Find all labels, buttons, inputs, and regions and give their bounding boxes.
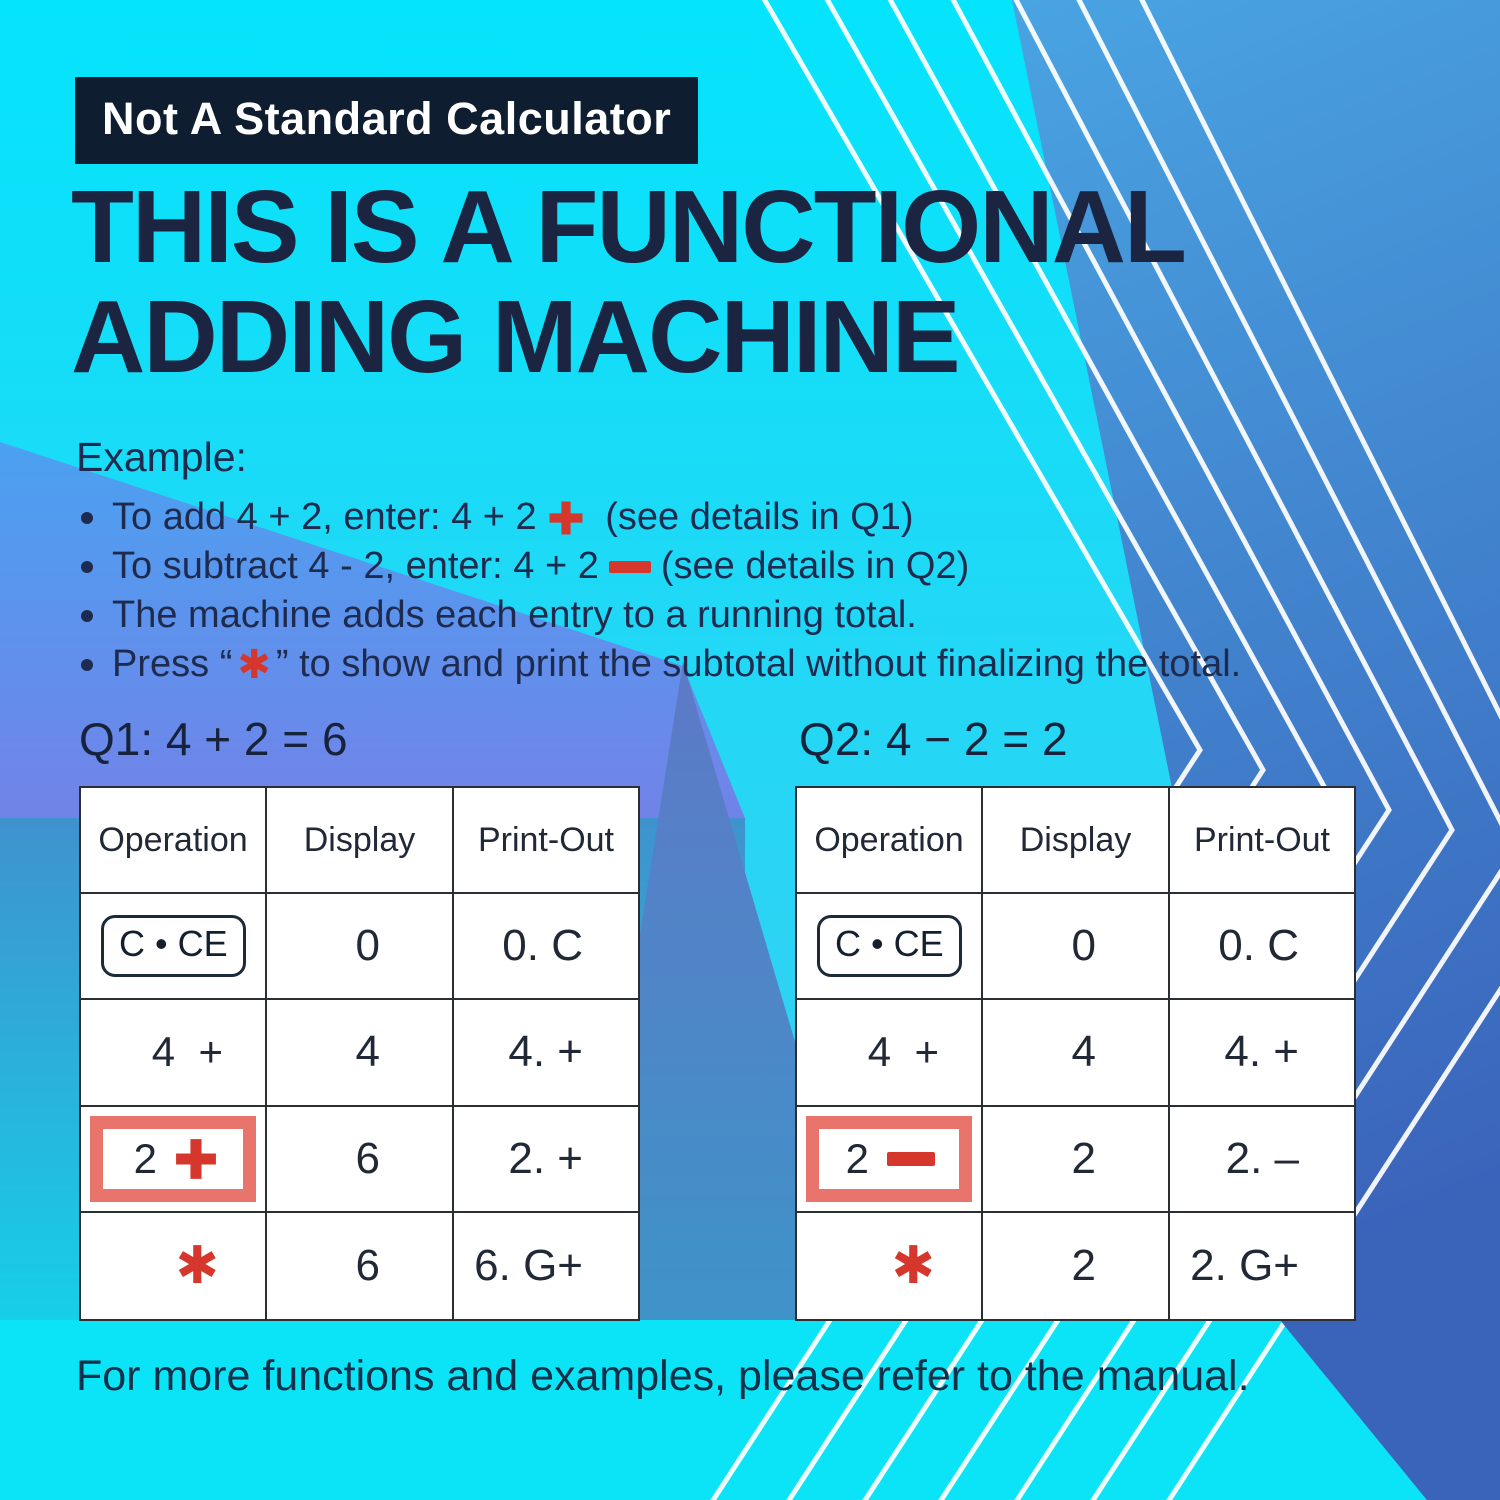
example-heading: Example: — [76, 434, 247, 480]
page-title — [71, 169, 1185, 395]
operation-entry: 2 — [845, 1134, 869, 1182]
minus-key-icon — [609, 561, 651, 573]
clear-key: C • CE — [101, 915, 246, 977]
subtotal-key-icon: ✱ — [237, 642, 271, 687]
q1-row1-display: 0 — [267, 894, 454, 1000]
q1-row4-operation — [81, 1213, 267, 1319]
bullet-running-total — [76, 591, 1241, 640]
q1-row2-display: 4 — [267, 1000, 454, 1106]
title-line-1: THIS IS A FUNCTIONAL — [71, 169, 1185, 284]
q1-row1-operation — [81, 894, 267, 1000]
operation-entry: 4 + — [867, 1028, 939, 1076]
q1-row3-display: 6 — [267, 1107, 454, 1213]
operation-entry: 4 + — [151, 1028, 223, 1076]
bullet-dot — [81, 512, 93, 524]
q1-row4-printout: 6. G+ — [454, 1213, 638, 1319]
badge: Not A Standard Calculator — [75, 77, 698, 164]
operation-entry: 2 — [133, 1134, 157, 1182]
bullet-text: ” to show and print the subtotal without finalizing the total. — [275, 643, 1242, 685]
q2-header-operation: Operation — [797, 788, 983, 894]
q1-row3-operation — [81, 1107, 267, 1213]
q2-row2-operation — [797, 1000, 983, 1106]
q2-row3-printout: 2. – — [1170, 1107, 1354, 1213]
q1-label: Q1: 4 + 2 = 6 — [79, 713, 348, 765]
q1-row4-display: 6 — [267, 1213, 454, 1319]
q2-row1-operation — [797, 894, 983, 1000]
q1-row1-printout: 0. C — [454, 894, 638, 1000]
q1-table — [79, 786, 640, 1321]
subtotal-key-icon: ✱ — [891, 1236, 935, 1295]
q1-header-display: Display — [267, 788, 454, 894]
q2-row4-operation — [797, 1213, 983, 1319]
q2-table — [795, 786, 1356, 1321]
subtotal-key-icon: ✱ — [175, 1236, 219, 1295]
highlight-box — [806, 1116, 972, 1202]
title-line-2: ADDING MACHINE — [71, 279, 959, 395]
plus-key-icon — [173, 1136, 219, 1182]
q2-row1-display: 0 — [983, 894, 1170, 1000]
q2-row2-display: 4 — [983, 1000, 1170, 1106]
q2-row4-display: 2 — [983, 1213, 1170, 1319]
bullet-text: (see details in Q2) — [660, 545, 970, 587]
q2-header-printout: Print-Out — [1170, 788, 1354, 894]
bullet-subtotal — [76, 640, 1241, 689]
q2-label: Q2: 4 − 2 = 2 — [799, 713, 1068, 765]
bullet-dot — [81, 610, 93, 622]
q2-row4-printout: 2. G+ — [1170, 1213, 1354, 1319]
q1-header-operation: Operation — [81, 788, 267, 894]
q2-row3-display: 2 — [983, 1107, 1170, 1213]
bullet-text: (see details in Q1) — [594, 496, 914, 538]
bullet-text: To subtract 4 - 2, enter: 4 + 2 — [112, 545, 599, 587]
q2-header-display: Display — [983, 788, 1170, 894]
example-section — [76, 434, 1241, 689]
footer-note: For more functions and examples, please refer to the manual. — [76, 1352, 1250, 1400]
bullet-subtract — [76, 542, 1241, 591]
minus-key-icon — [887, 1152, 935, 1166]
clear-key: C • CE — [817, 915, 962, 977]
q1-row2-operation — [81, 1000, 267, 1106]
bullet-text: The machine adds each entry to a running total. — [112, 594, 917, 636]
bullet-text: Press “ — [112, 643, 233, 685]
q2-row3-operation — [797, 1107, 983, 1213]
highlight-box — [90, 1116, 256, 1202]
q2-row2-printout: 4. + — [1170, 1000, 1354, 1106]
q2-row1-printout: 0. C — [1170, 894, 1354, 1000]
bullet-dot — [81, 659, 93, 671]
q1-header-printout: Print-Out — [454, 788, 638, 894]
q1-row3-printout: 2. + — [454, 1107, 638, 1213]
plus-key-icon — [547, 499, 585, 537]
q1-row2-printout: 4. + — [454, 1000, 638, 1106]
bullet-text: To add 4 + 2, enter: 4 + 2 — [112, 496, 537, 538]
bullet-add — [76, 493, 1241, 542]
bullet-dot — [81, 561, 93, 573]
